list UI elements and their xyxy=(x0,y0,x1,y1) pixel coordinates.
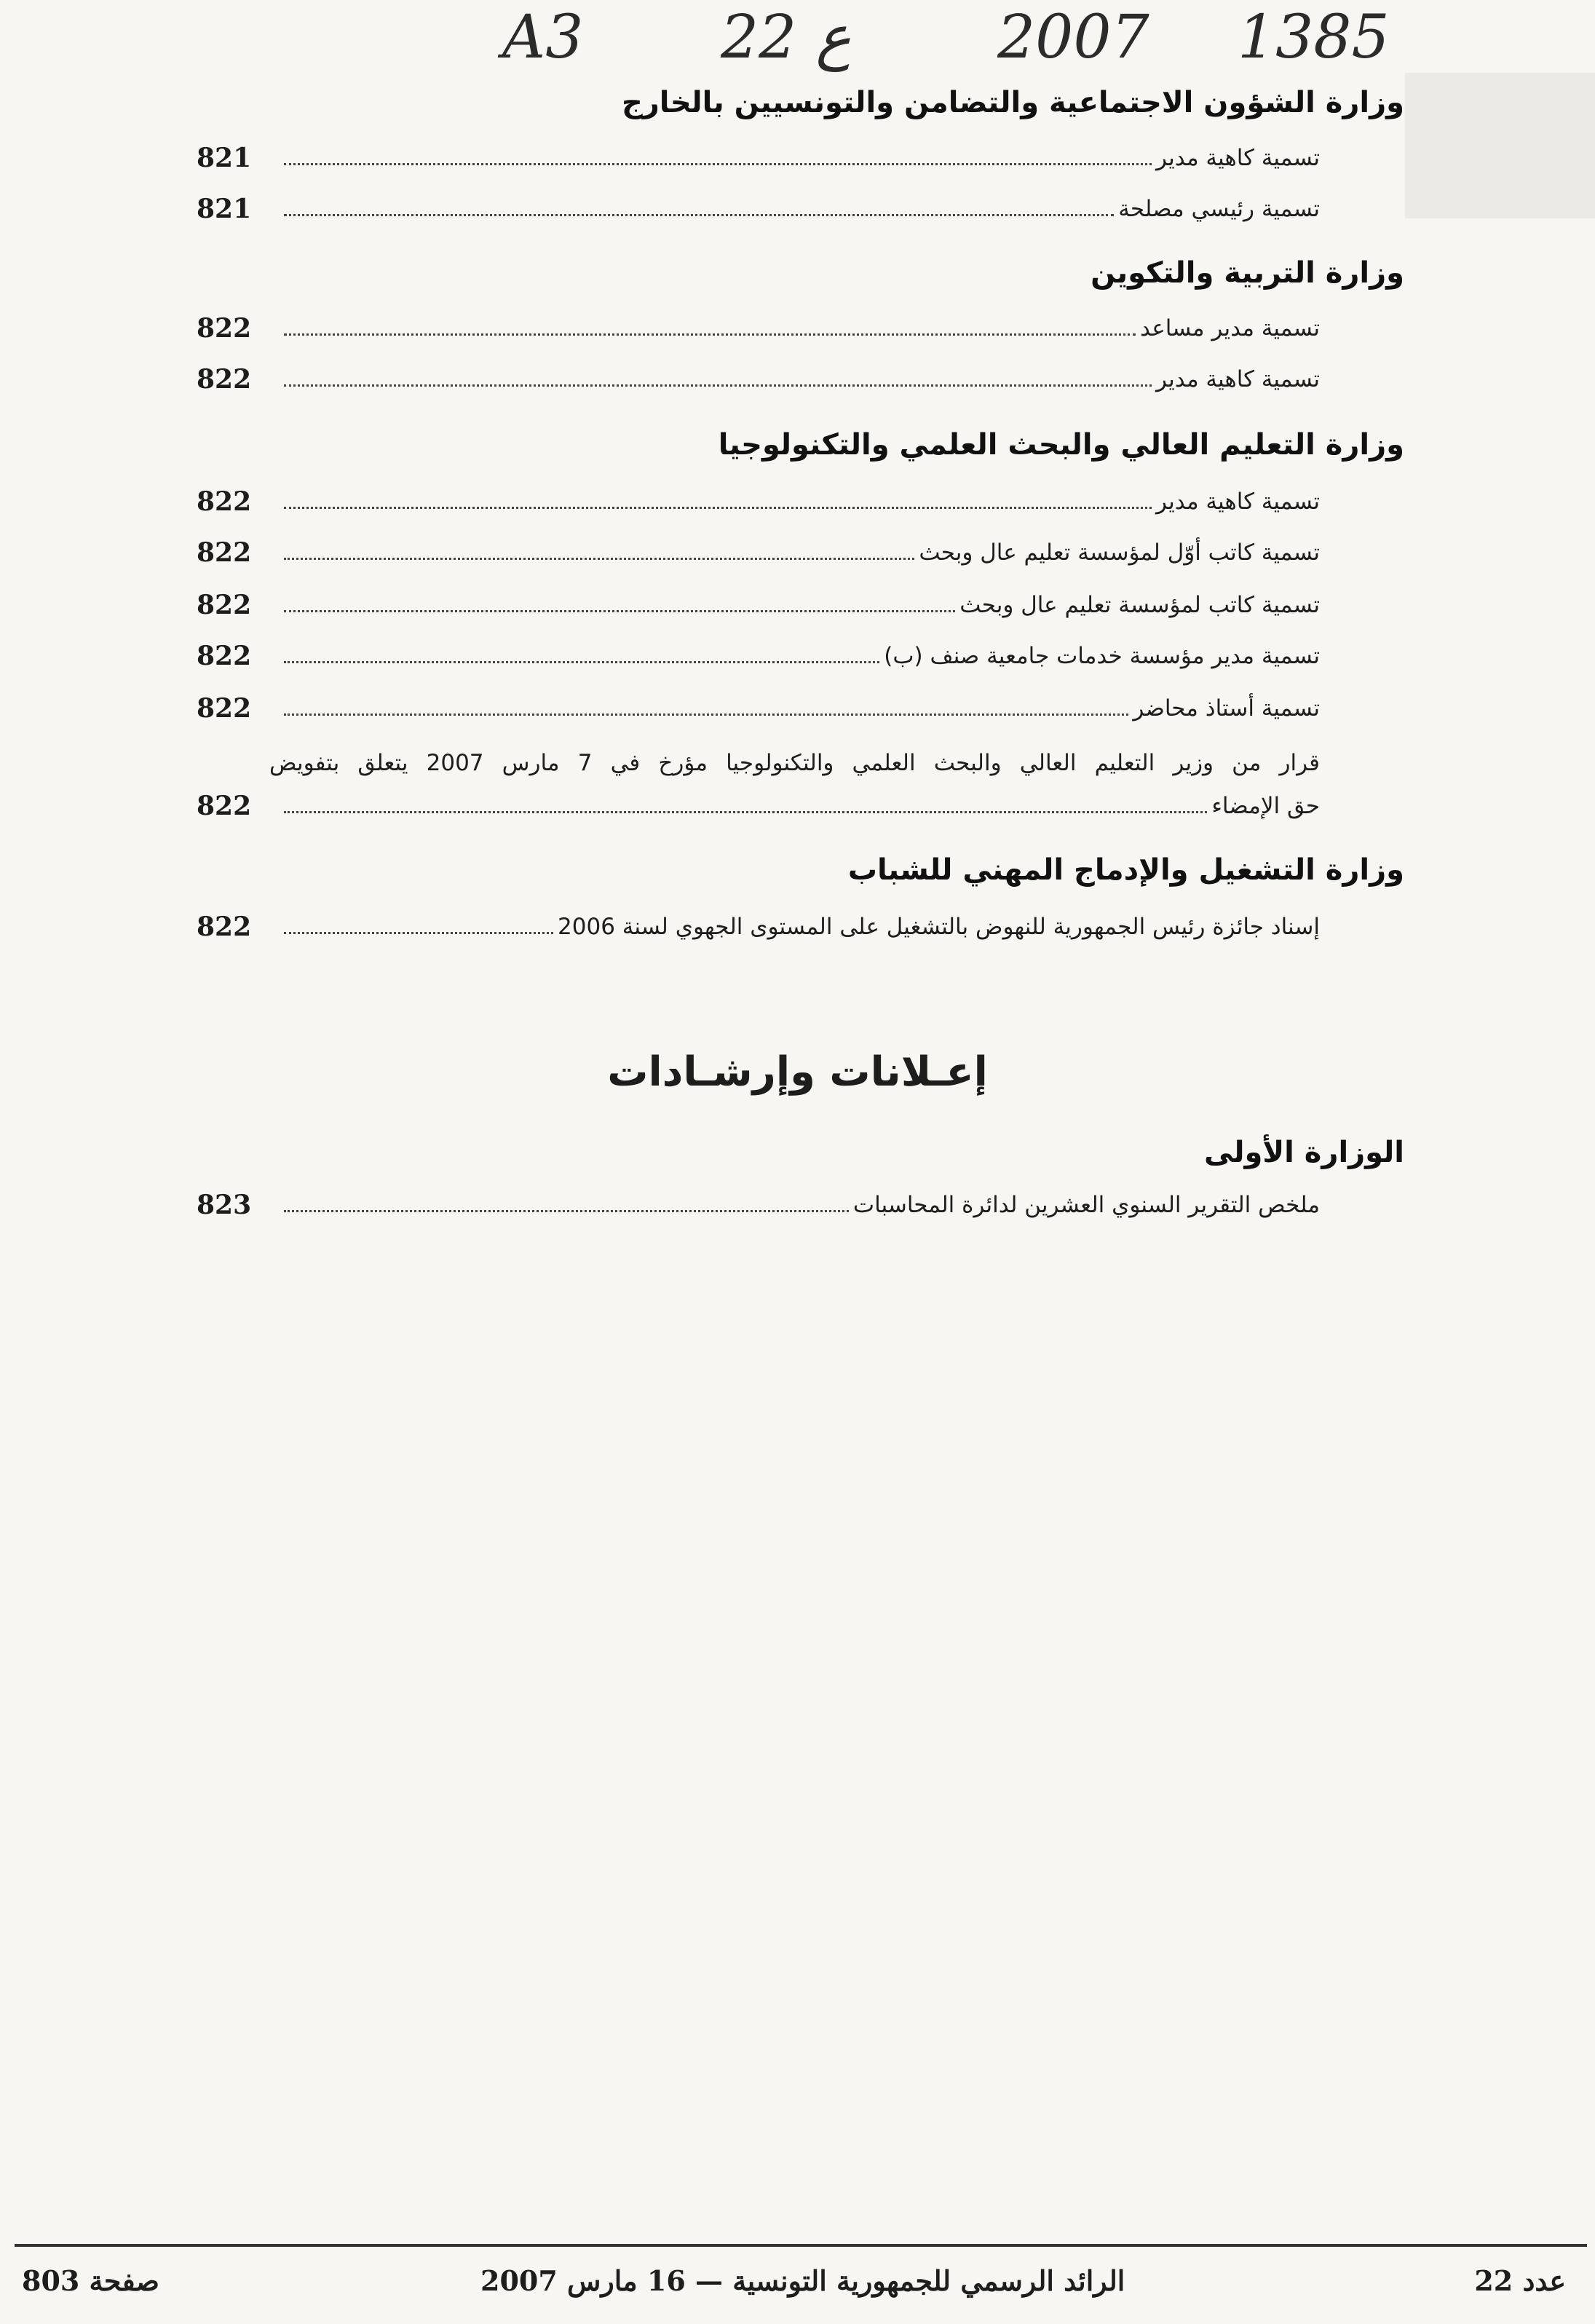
dot-leader xyxy=(284,506,1152,509)
entry-text: تسمية كاهية مدير xyxy=(1155,366,1320,392)
dot-leader xyxy=(284,162,1152,165)
entry-text: تسمية كاهية مدير xyxy=(1155,489,1320,515)
announcements-title: إعـلانات وإرشـادات xyxy=(607,1048,988,1096)
scan-shadow xyxy=(1405,73,1595,218)
page-number: 822 xyxy=(197,693,252,724)
toc-entry xyxy=(197,483,1320,520)
footer-publication: الرائد الرسمي للجمهورية التونسية — 16 مارس 2007 xyxy=(480,2264,1125,2297)
toc-entry xyxy=(197,909,1320,945)
dot-leader xyxy=(284,660,879,663)
toc-entry xyxy=(197,534,1320,571)
footer-page-number: صفحة 803 xyxy=(22,2264,159,2297)
handwritten-ref: A3 xyxy=(502,3,584,72)
toc-entry xyxy=(197,191,1320,227)
footer-issue-number: عدد 22 xyxy=(1474,2264,1566,2297)
section-title: الوزارة الأولى xyxy=(1204,1136,1404,1169)
page-number: 822 xyxy=(197,537,252,568)
dot-leader xyxy=(284,931,553,934)
entry-text: حق الإمضاء xyxy=(1211,793,1320,819)
handwritten-year: 2007 xyxy=(997,3,1149,72)
entry-text: تسمية مدير مؤسسة خدمات جامعية صنف (ب) xyxy=(884,643,1320,669)
page-number: 822 xyxy=(197,791,252,821)
page-number: 822 xyxy=(197,912,252,942)
dot-leader xyxy=(284,213,1114,216)
handwritten-number: 1385 xyxy=(1238,3,1390,72)
toc-entry xyxy=(197,587,1320,623)
toc-entry xyxy=(197,690,1320,727)
page-number: 821 xyxy=(197,143,252,173)
page-number: 822 xyxy=(197,590,252,620)
dot-leader xyxy=(284,713,1128,716)
dot-leader xyxy=(284,810,1207,813)
entry-text: ملخص التقرير السنوي العشرين لدائرة المحاسبات xyxy=(852,1192,1320,1218)
section-title: وزارة التربية والتكوين xyxy=(1091,256,1404,290)
footer-rule xyxy=(15,2244,1587,2247)
entry-text: تسمية أستاذ محاضر xyxy=(1133,695,1320,722)
page-number: 821 xyxy=(197,194,252,224)
entry-text: تسمية كاتب لمؤسسة تعليم عال وبحث xyxy=(959,592,1320,618)
page-number: 822 xyxy=(197,313,252,344)
page-number: 823 xyxy=(197,1190,252,1220)
page-number: 822 xyxy=(197,364,252,395)
dot-leader xyxy=(284,1209,849,1212)
section-title: وزارة الشؤون الاجتماعية والتضامن والتونسيين بالخارج xyxy=(621,86,1404,119)
dot-leader xyxy=(284,557,914,560)
handwritten-issue: 22 ع xyxy=(721,3,852,72)
section-title: وزارة التشغيل والإدماج المهني للشباب xyxy=(847,853,1404,887)
dot-leader xyxy=(284,333,1136,336)
entry-text: تسمية مدير مساعد xyxy=(1140,315,1320,341)
toc-entry xyxy=(197,1187,1320,1223)
toc-entry xyxy=(197,361,1320,398)
entry-text: إسناد جائزة رئيس الجمهورية للنهوض بالتشغيل على المستوى الجهوي لسنة 2006 xyxy=(558,914,1320,940)
entry-text: تسمية رئيسي مصلحة xyxy=(1118,196,1320,222)
toc-entry xyxy=(197,140,1320,176)
page-number: 822 xyxy=(197,641,252,671)
toc-entry xyxy=(197,638,1320,674)
decree-text-line: قرار من وزير التعليم العالي والبحث العلمي والتكنولوجيا مؤرخ في 7 مارس 2007 يتعلق بتفويض xyxy=(269,750,1321,776)
handwritten-annotation xyxy=(502,3,1449,83)
section-title: وزارة التعليم العالي والبحث العلمي والتكنولوجيا xyxy=(718,428,1404,462)
toc-entry xyxy=(197,310,1320,347)
entry-text: تسمية كاهية مدير xyxy=(1155,145,1320,171)
dot-leader xyxy=(284,609,955,612)
entry-text: تسمية كاتب أوّل لمؤسسة تعليم عال وبحث xyxy=(919,540,1320,566)
dot-leader xyxy=(284,384,1152,387)
toc-entry xyxy=(197,788,1320,824)
page-number: 822 xyxy=(197,486,252,517)
